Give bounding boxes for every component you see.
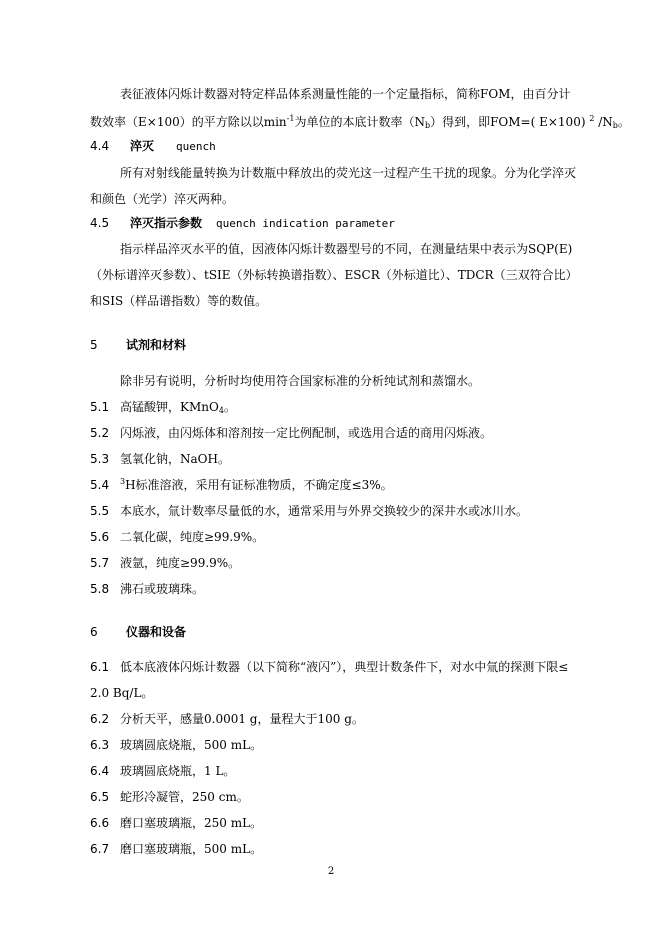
item-5-3: 5.3 氢氧化钠，NaOH。 [90, 452, 230, 466]
item-6-1-continued: 2.0 Bq/L。 [90, 686, 154, 700]
item-5-6: 5.6 二氧化碳，纯度≥99.9%。 [90, 530, 265, 544]
item-5-1: 5.1 高锰酸钾，KMnO$_4$。 [90, 400, 236, 415]
item-6-3: 6.3 玻璃圆底烧瓶，500 mL。 [90, 738, 263, 752]
item-5-7: 5.7 液氩，纯度≥99.9%。 [90, 556, 241, 570]
fom-line-2: 数效率（E×100）的平方除以以$\min^{-1}$为单位的本底计数率$(N_b)$得到，即FOM=( E×100) $^2$ $/N_b$。 [90, 114, 630, 130]
quench-def-line-2: 和颜色（光学）淬灭两种。 [90, 192, 235, 206]
qip-def-line-2: （外标谱淬灭参数）、tSIE（外标转换谱指数）、ESCR（外标道比）、TDCR（三双符合比） [90, 268, 578, 282]
item-5-2: 5.2 闪烁液，由闪烁体和溶剂按一定比例配制，或选用合适的商用闪烁液。 [90, 426, 493, 440]
section-5-heading: 5 试剂和材料 [90, 338, 187, 352]
fom-line-1: 表征液体闪烁计数器对特定样品体系测量性能的一个定量指标，简称FOM，由百分计 [120, 87, 571, 101]
section-4-4-heading: 4.4 淬灭 quench [90, 139, 216, 153]
section-5-intro: 除非另有说明，分析时均使用符合国家标准的分析纯试剂和蒸馏水。 [120, 374, 481, 388]
qip-def-line-1: 指示样品淬灭水平的值，因液体闪烁计数器型号的不同，在测量结果中表示为SQP(E) [120, 242, 573, 256]
item-6-1: 6.1 低本底液体闪烁计数器（以下简称“液闪”），典型计数条件下，对水中氚的探测下限≤ [90, 660, 569, 674]
qip-def-line-3: 和SIS（样品谱指数）等的数值。 [90, 294, 268, 308]
item-6-2: 6.2 分析天平，感量0.0001 g，量程大于100 g。 [90, 712, 364, 726]
item-5-4: 5.4 $^3$H标准溶液，采用有证标准物质，不确定度≤3%。 [90, 477, 393, 492]
item-6-7: 6.7 磨口塞玻璃瓶，500 mL。 [90, 842, 263, 856]
item-6-6: 6.6 磨口塞玻璃瓶，250 mL。 [90, 816, 263, 830]
section-6-heading: 6 仪器和设备 [90, 625, 187, 639]
section-4-5-heading: 4.5 淬灭指示参数 quench indication parameter [90, 216, 395, 230]
item-5-8: 5.8 沸石或玻璃珠。 [90, 582, 205, 596]
item-6-5: 6.5 蛇形冷凝管，250 cm。 [90, 790, 249, 804]
item-6-4: 6.4 玻璃圆底烧瓶，1 L。 [90, 764, 236, 778]
item-5-5: 5.5 本底水，氚计数率尽量低的水，通常采用与外界交换较少的深井水或冰川水。 [90, 504, 529, 518]
quench-def-line-1: 所有对射线能量转换为计数瓶中释放出的荧光这一过程产生干扰的现象。分为化学淬灭 [120, 166, 577, 180]
page-number: 2 [327, 866, 335, 877]
